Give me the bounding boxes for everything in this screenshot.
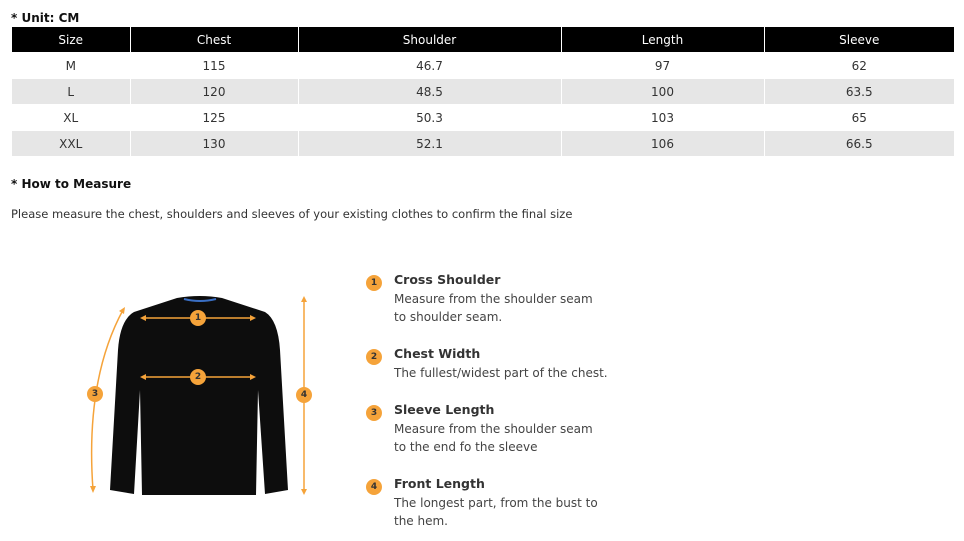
table-row	[12, 53, 954, 79]
table-row	[12, 105, 954, 131]
marker-3-badge: 3	[87, 386, 103, 402]
header-shoulder: Shoulder	[298, 27, 561, 53]
number-4-icon: 4	[366, 479, 382, 495]
measurement-diagram	[80, 290, 320, 505]
marker-2-badge: 2	[190, 369, 206, 385]
legend-title: Chest Width	[394, 346, 481, 361]
cell-sleeve: 63.5	[764, 79, 954, 105]
how-to-measure-title: * How to Measure	[11, 177, 132, 191]
marker-1-badge: 1	[190, 310, 206, 326]
measure-instruction: Please measure the chest, shoulders and sleeves of your existing clothes to confirm the final size	[11, 207, 573, 221]
table-row	[12, 131, 954, 157]
number-3-icon: 3	[366, 405, 382, 421]
legend-description	[394, 420, 624, 456]
unit-label: * Unit: CM	[11, 11, 80, 25]
table-header-row	[12, 27, 954, 53]
legend-description	[394, 290, 624, 326]
cell-sleeve: 66.5	[764, 131, 954, 157]
cell-sleeve: 65	[764, 105, 954, 131]
legend-title: Sleeve Length	[394, 402, 495, 417]
header-chest: Chest	[130, 27, 298, 53]
cell-shoulder: 46.7	[298, 53, 561, 79]
legend-line: to shoulder seam.	[394, 310, 503, 324]
cell-shoulder: 52.1	[298, 131, 561, 157]
cell-length: 100	[561, 79, 764, 105]
legend-line: Measure from the shoulder seam	[394, 422, 593, 436]
cell-sleeve: 62	[764, 53, 954, 79]
header-size: Size	[12, 27, 130, 53]
cell-shoulder: 48.5	[298, 79, 561, 105]
marker-4-badge: 4	[296, 387, 312, 403]
legend-line: the hem.	[394, 514, 448, 528]
legend-line: Measure from the shoulder seam	[394, 292, 593, 306]
legend-line: to the end fo the sleeve	[394, 440, 538, 454]
cell-size: XL	[12, 105, 130, 131]
cell-length: 103	[561, 105, 764, 131]
cell-size: L	[12, 79, 130, 105]
cell-chest: 115	[130, 53, 298, 79]
number-2-icon: 2	[366, 349, 382, 365]
cell-length: 106	[561, 131, 764, 157]
cell-chest: 120	[130, 79, 298, 105]
legend-description	[394, 364, 624, 382]
header-length: Length	[561, 27, 764, 53]
table-row	[12, 79, 954, 105]
legend-title: Front Length	[394, 476, 485, 491]
cell-length: 97	[561, 53, 764, 79]
size-table	[12, 27, 954, 156]
legend-line: The longest part, from the bust to	[394, 496, 598, 510]
cell-shoulder: 50.3	[298, 105, 561, 131]
cell-size: XXL	[12, 131, 130, 157]
legend-title: Cross Shoulder	[394, 272, 501, 287]
cell-size: M	[12, 53, 130, 79]
header-sleeve: Sleeve	[764, 27, 954, 53]
cell-chest: 130	[130, 131, 298, 157]
legend-description	[394, 494, 624, 530]
cell-chest: 125	[130, 105, 298, 131]
number-1-icon: 1	[366, 275, 382, 291]
legend-line: The fullest/widest part of the chest.	[394, 366, 608, 380]
